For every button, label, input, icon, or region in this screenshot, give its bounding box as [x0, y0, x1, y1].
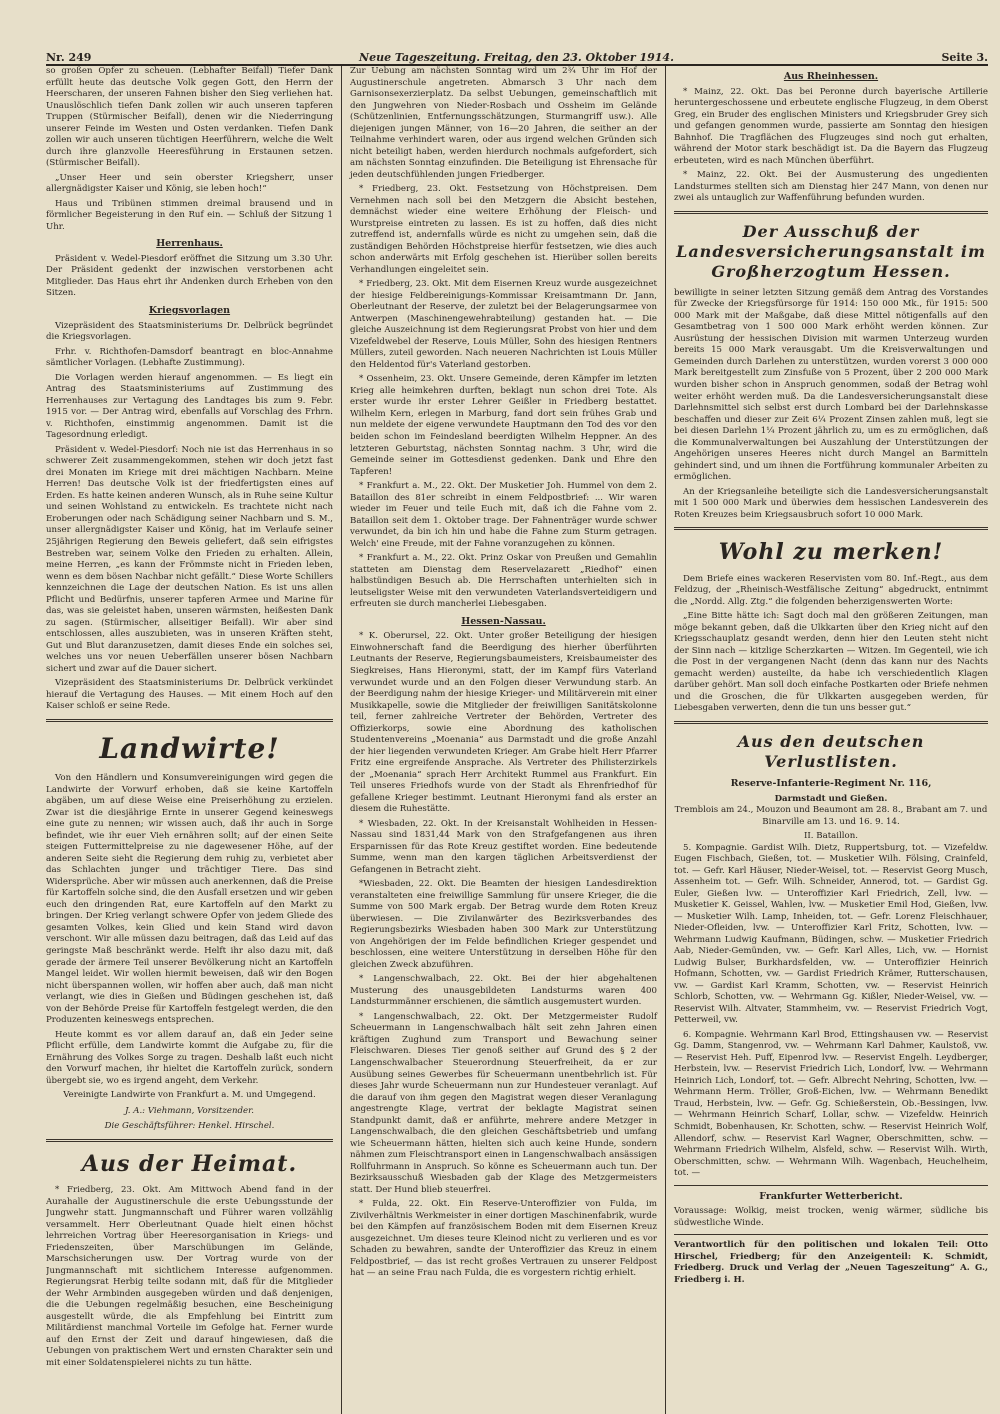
section-heading-herrenhaus: Herrenhaus.: [156, 238, 223, 250]
paragraph: Vizepräsident des Staatsministeriums Dr. Delbrück begründet die Kriegsvorlagen.: [46, 320, 333, 343]
paragraph: Die Vorlagen werden hierauf angenommen. — Es liegt ein Antrag des Staatsministeriums auf Zustimmung des Herrenhauses zur Vertagung des Landtages bis zum 9. Febr. 1915 vor. — Der Antrag wird, ebenfalls auf Vorschlag des Frhrn. v. Richthofen, einstimmig angenommen. Damit ist die Tagesordnung erledigt.: [46, 372, 333, 441]
section-heading-hessen-nassau: Hessen-Nassau.: [461, 615, 546, 627]
divider: [674, 721, 988, 724]
paragraph: Zur Uebung am nächsten Sonntag wird um 2¾ Uhr im Hof der Augustinerschule angetreten. Abmarsch 3 Uhr nach dem Garnisonsexerzierplatz. Da selbst Uebungen, gemeinschaftlich mit den Jungwehren von Nieder-Rosbach und Ossheim im Gelände (Schützenlinien, Entfernungsschätzungen, Sturmangriff usw.). Alle diejenigen jungen Männer, von 16—20 Jahren, die seither an der Teilnahme verhindert waren, oder aus irgend welchen Gründen sich nicht beteiligt haben, werden hierdurch nochmals aufgefordert, sich am nächsten Sonntag einzufinden. Die Beteiligung ist Ehrensache für jeden deutschfühlenden jungen Friedberger.: [350, 66, 657, 180]
divider: [674, 527, 988, 530]
paragraph: * Fulda, 22. Okt. Ein Reserve-Unteroffizier von Fulda, im Zivilverhältnis Werkmeister in einer dortigen Maschinenfabrik, wurde bei den Kämpfen auf französischem Boden mit dem Eisernen Kreuz ausgezeichnet. Um dieses teure Kleinod nicht zu verlieren und es vor Schaden zu bewahren, sandte der Unteroffizier das Kreuz in einem Feldpostbrief, — das ist recht großes Vertrauen zu unserer Feldpost hat — an seine Frau nach Fulda, die es vorgestern richtig erhielt.: [350, 1199, 657, 1279]
paragraph: Frhr. v. Richthofen-Damsdorf beantragt en bloc-Annahme sämtlicher Vorlagen. (Lebhafte Zustimmung).: [46, 346, 333, 369]
imprint: Verantwortlich für den politischen und lokalen Teil: Otto Hirschel, Friedberg; für den Anzeigenteil: K. Schmidt, Friedberg. Druck und Verlag der „Neuen Tageszeitung“ A. G., Friedberg i. H.: [674, 1240, 988, 1285]
paragraph: * Mainz, 22. Okt. Das bei Peronne durch bayerische Artillerie heruntergeschossene und erbeutete englische Flugzeug, in dem Oberst Greg, ein Bruder des englischen Ministers und Kriegsbruder Grey sich und gefangen genommen wurde, passierte am Sonntag den hiesigen Bahnhof. Die Tragflächen des Flugzeuges sind noch gut erhalten, während der Motor stark beschädigt ist. Da die Bayern das Flugzeug erbeuteten, wird es nach München überführt.: [674, 86, 988, 166]
weather-forecast: Voraussage: Wolkig, meist trocken, wenig wärmer, südliche bis südwestliche Winde.: [674, 1206, 988, 1228]
battle-places: Tremblois am 24., Mouzon und Beaumont am 28. 8., Brabant am 7. und Binarville am 13. und 16. 9. 14.: [674, 805, 988, 827]
paragraph: Präsident v. Wedel-Piesdorf eröffnet die Sitzung um 3.30 Uhr. Der Präsident gedenkt der inzwischen verstorbenen acht Mitglieder. Das Haus ehrt ihr Andenken durch Erheben von den Sitzen.: [46, 253, 333, 299]
headline-landwirte: Landwirte!: [99, 731, 280, 765]
paragraph: * Friedberg, 23. Okt. Mit dem Eisernen Kreuz wurde ausgezeichnet der hiesige Feldbereinigungs-Kommissar Kreisamtmann Dr. Jann, Oberleutnant der Reserve, der zuletzt bei der Belagerungsarmee von Antwerpen (Maschinengewehrabteilung) gestanden hat. — Die gleiche Auszeichnung ist dem Regierungsrat Probst von hier und dem Vizefeldwebel der Reserve, Louis Müller, Sohn des hiesigen Rentners Müllers, zuteil geworden. Nach neueren Nachrichten ist Louis Müller den Heldentod für's Vaterland gestorben.: [350, 279, 657, 370]
headline-landesversicherung: Der Ausschuß der Landesversicherungsanstalt im Großherzogtum Hessen.: [676, 221, 986, 281]
signature: Die Geschäftsführer: Henkel. Hirschel.: [104, 1121, 275, 1132]
paragraph: bewilligte in seiner letzten Sitzung gemäß dem Antrag des Vorstandes für Zwecke der Kriegsfürsorge für 1914: 150 000 Mk., für 1915: 500 000 Mark mit der Maßgabe, daß diese Mittel nötigenfalls auf den Gesamtbetrag von 1 500 000 Mark erhöht werden können. Zur Ausrüstung der hessischen Division mit warmen Unterzeug wurden bereits 15 000 Mark verausgabt. Um die Kreisverwaltungen und Gemeinden durch Darlehen zu unterstützen, wurden vorerst 3 000 000 Mark bereitgestellt zum Zinsfuße von 5 Prozent, über 2 200 000 Mark wurden bisher schon in Anspruch genommen, sodaß der Betrag wohl weiter erhöht werden muß. Da die Landesversicherungsanstalt diese Darlehnsmittel sich selbst erst durch Lombard bei der Darlehnskasse beschaffen und dieser zur Zeit 6¼ Prozent Zinsen zahlen muß, legt sie bei diesen Darlehn 1¼ Prozent jährlich zu, um es zu ermöglichen, daß die Kommunalverwaltungen bei Auszahlung der Unterstützungen der Angehörigen unseres Heeres nicht durch Mangel an Barmitteln gehindert sind, und um ihnen die Fortführung kommunaler Arbeiten zu ermöglichen.: [674, 287, 988, 483]
paragraph: * Langenschwalbach, 22. Okt. Der Metzgermeister Rudolf Scheuermann in Langenschwalbach hält seit zehn Jahren einen kräftigen Zughund zum Transport und Bewachung seiner Fleischwaren. Dieses Tier genoß seither auf Grund des § 2 der Langenschwalbacher Steuerordnung Steuerfreiheit, da er zur Ausübung seines Gewerbes für Scheuermann unentbehrlich ist. Für dieses Jahr wurde Scheuermann nun zur Hundesteuer veranlagt. Auf die darauf von ihm gegen den Magistrat wegen dieser Veranlagung angestrengte Klage, vertrat der beklagte Magistrat seinen Standpunkt damit, daß er anführte, mehrere andere Metzger in Langenschwalbach, die den gleichen Geschäftsbetrieb und umfang wie Scheuermann hätten, hielten sich auch keine Hunde, sondern nähmen zum Fleischtransport einen in Langenschwalbach ansässigen Rollfuhrmann in Anspruch. So könne es Scheuermann auch tun. Der Bezirksausschuß Wiesbaden gab der Klage des Metzgermeisters statt. Der Hund blieb steuerfrei.: [350, 1011, 657, 1195]
paragraph: * Mainz, 22. Okt. Bei der Ausmusterung des ungedienten Landsturmes stellten sich am Dienstag hier 247 Mann, von denen nur zwei als untauglich zur Waffenführung befunden wurden.: [674, 170, 988, 204]
paragraph: Vereinigte Landwirte von Frankfurt a. M. und Umgegend.: [63, 1090, 316, 1101]
divider: [674, 1185, 988, 1186]
bataillon-heading: II. Bataillon.: [804, 831, 858, 842]
paragraph: „Eine Bitte hätte ich: Sagt doch mal den größeren Zeitungen, man möge bekannt geben, daß die Ulkkarten über den Krieg nicht auf den Kriegsschauplatz gesandt werden, denn hier den Leuten steht nicht der Sinn nach — kitzlige Scherzkarten — Witzen. Im Gegenteil, wie ich die Post in der vergangenen Nacht (denn das kann nur des Nachts gemacht werden) austeilte, da habe ich verschiedentlich Klagen darüber gehört. Man soll doch einfache Postkarten oder Briefe nehmen und die Groschen, die für Ulkkarten ausgegeben werden, für Liebesgaben verwerten, denn die tun uns besser gut.“: [674, 611, 988, 714]
headline-wohl-zu-merken: Wohl zu merken!: [718, 539, 944, 566]
paragraph: Haus und Tribünen stimmen dreimal brausend und in förmlicher Begeisterung in den Ruf ein. — Schluß der Sitzung 1 Uhr.: [46, 198, 333, 232]
column-2: [342, 66, 666, 1414]
paragraph: An der Kriegsanleihe beteiligte sich die Landesversicherungsanstalt mit 1 500 000 Mark und überwies dem hessischen Landesverein des Roten Kreuzes beim Kriegsausbruch sofort 10 000 Mark.: [674, 486, 988, 520]
paragraph: Präsident v. Wedel-Piesdorf: Noch nie ist das Herrenhaus in so schwerer Zeit zusammengekommen, stehen wir doch jetzt fast drei Monaten im Kriege mit drei mächtigen Nachbarn. Meine Herren! Das deutsche Volk ist der friedfertigsten eines auf Erden. Es hatte keinen anderen Wunsch, als in Ruhe seine Kultur und seinen Wohlstand zu entwickeln. Es trachtete nicht nach Eroberungen oder nach Schädigung seiner Nachbarn und S. M., unser allergnädigster Kaiser und König, hat im Verlaufe seiner 25jährigen Regierung den Beweis geliefert, daß sein eifrigstes Bestreben war, seinem Volke den Frieden zu erhalten. Allein, meine Herren, „es kann der Frömmste nicht in Frieden leben, wenn es dem bösen Nachbar nicht gefällt.“ Diese Worte Schillers kennzeichnen die Lage der deutschen Nation. Es ist uns allen Pflicht und Bedürfnis, unserer tapferen Armee und Marine für das, was sie geleistet haben, unseren wärmsten, heißesten Dank zu sagen. (Stürmischer, allseitiger Beifall). Wir aber sind entschlossen, alles auszubieten, was in unseren Kräften steht, Gut und Blut daranzusetzen, damit dieses Ende ein solches sei, welches uns vor neuen Ueberfällen unserer bösen Nachbarn sichert und zwar auf die Dauer sichert.: [46, 444, 333, 674]
headline-verlustlisten: Aus den deutschen Verlustlisten.: [737, 731, 925, 771]
column-1: [46, 66, 342, 1414]
headline-heimat: Aus der Heimat.: [81, 1150, 298, 1177]
paragraph: Dem Briefe eines wackeren Reservisten vom 80. Inf.-Regt., aus dem Feldzug, der „Rheinisch-Westfälische Zeitung“ abgedruckt, entnimmt die „Nordd. Allg. Ztg.“ die folgenden beherzigenswerten Worte:: [674, 573, 988, 607]
paragraph: * Wiesbaden, 22. Okt. In der Kreisanstalt Wohlheiden in Hessen-Nassau sind 1831,44 Mark von den Strafgefangenen aus ihren Ersparnissen für das Rote Kreuz gestiftet worden. Eine bedeutende Summe, wenn man den kargen täglichen Arbeitsverdienst der Gefangenen in Betracht zieht.: [350, 818, 657, 875]
weather-heading: Frankfurter Wetterbericht.: [759, 1190, 903, 1202]
page-number: Seite 3.: [941, 51, 988, 64]
paragraph: * Langenschwalbach, 22. Okt. Bei der hier abgehaltenen Musterung des unausgebildeten Landsturms waren 400 Landsturmmänner erschienen, die sämtlich ausgemustert wurden.: [350, 974, 657, 1008]
paragraph: Vizepräsident des Staatsministeriums Dr. Delbrück verkündet hierauf die Vertagung des Hauses. — Mit einem Hoch auf den Kaiser schloß er seine Rede.: [46, 678, 333, 712]
paragraph: * Frankfurt a. M., 22. Okt. Prinz Oskar von Preußen und Gemahlin statteten am Dienstag dem Reservelazarett „Riedhof“ einen halbstündigen Besuch ab. Die Herrschaften unterhielten sich in leutseligster Weise mit den verwundeten Vaterlandsverteidigern und erfreuten sie durch mancherlei Liebesgaben.: [350, 553, 657, 610]
casualty-list: 6. Kompagnie. Wehrmann Karl Brod, Ettingshausen vw. — Reservist Gg. Damm, Stangenrod, vw. — Wehrmann Karl Dahmer, Kaulstoß, vw. — Reservist Heh. Puff, Eipenrod lvw. — Reservist Engelh. Leydberger, Herbstein, lvw. — Reservist Friedrich Lich, Londorf, lvw. — Wehrmann Heinrich Lich, Londorf, tot. — Gefr. Albrecht Nehring, Schotten, lvw. — Wehrmann Herm. Tröller, Groß-Eichen, lvw. — Wehrmann Benedikt Traud, Herbstein, lvw. — Gefr. Gg. Schießerstein, Ob.-Bessingen, lvw. — Wehrmann Heinrich Scharf, Lollar, schw. — Vizefeldw. Heinrich Schmidt, Bobenhausen, Kr. Schotten, schw. — Reservist Heinrich Wolf, Allendorf, schw. — Reservist Karl Wagner, Oberschmitten, schw. — Wehrmann Friedrich Wilhelm, Alsfeld, schw. — Reservist Wilh. Wirth, Oberschmitten, schw. — Wehrmann Wilh. Wagenbach, Heuchelheim, tot. —: [674, 1029, 988, 1179]
paragraph: so großen Opfer zu scheuen. (Lebhafter Beifall) Tiefer Dank erfüllt heute das deutsche Volk gegen Gott, den Herrn der Heerscharen, der unseren Fahnen bisher den Sieg verliehen hat. Unauslöschlich tiefen Dank zollen wir auch unseren tapferen Truppen (Stürmischer Beifall), denen wir die Niederringung unserer Feinde im Westen und Osten verdanken. Tiefen Dank zollen wir auch unseren tüchtigen Heerführern, welche die Welt durch ihre glanzvolle Heeresführung in Erstaunen setzen. (Stürmischer Beifall).: [46, 66, 333, 169]
paragraph: * Ossenheim, 23. Okt. Unsere Gemeinde, deren Kämpfer im letzten Krieg alle heimkehren durften, beklagt nun schon drei Tote. Als erster wurde ihr erster Lehrer Geißler in Friedberg bestattet. Wilhelm Kern, erlegen in Marburg, fand dort sein frühes Grab und nun meldete der eigene verwundete Hauptmann den Tod des vor den beiden schon im Feindesland beerdigten Wilhelm Heppner. An des letzteren Geburtstag, nächsten Sonntag nachm. 3 Uhr, wird die Gemeinde seiner im Gottesdienst gedenken. Dank und Ehre den Tapferen!: [350, 374, 657, 477]
regiment-heading: Reserve-Infanterie-Regiment Nr. 116,: [730, 777, 932, 789]
paragraph: Von den Händlern und Konsumvereinigungen wird gegen die Landwirte der Vorwurf erhoben, daß sie keine Kartoffeln abgäben, um auf diese Weise eine Preiserhöhung zu erzielen. Zwar ist die diesjährige Ernte in unserer Gegend keineswegs eine gute zu nennen; wir wissen auch, daß ihr auch in Sorge befindet, wie ihr euer Vieh ernähren sollt; auf der einen Seite steigen Futtermittelpreise zu nie dagewesener Höhe, auf der anderen Seite sieht die Regierung dem ruhig zu, verbietet aber das Schlachten junger und trächtiger Tiere. Das sind Widersprüche. Aber wir müssen auch anerkennen, daß die Preise für Kartoffeln solche sind, die den Ausfall ersetzen und wir geben euch den dringenden Rat, eure Kartoffeln auf den Markt zu bringen. Der Krieg verlangt schwere Opfer von jedem Gliede des gesamten Volkes, kein Glied und kein Stand wird davon verschont. Wir alle müssen dazu beitragen, daß das Leid auf das geringste Maß beschränkt werde. Helft ihr also dazu mit, daß gerade der ärmere Teil unserer Bevölkerung nicht an Kartoffeln Mangel leidet. Wir wollen hiermit beweisen, daß wir den Bogen nicht überspannen wollen, wir hoffen aber auch, daß man nicht verlangt, wie dies in Gießen und Büdingen geschehen ist, daß von der Behörde Preise für Kartoffeln festgelegt werden, die den Produzenten keineswegs entsprechen.: [46, 773, 333, 1026]
paragraph: * Friedberg, 23. Okt. Festsetzung von Höchstpreisen. Dem Vernehmen nach soll bei den Metzgern die Absicht bestehen, demnächst wieder eine weitere Erhöhung der Fleisch- und Wurstpreise eintreten zu lassen. Es ist zu hoffen, daß dies nicht zutreffend ist, andernfalls würde es nicht zu umgehen sein, daß die zuständigen Behörden Höchstpreise hierfür festsetzen, wie dies auch schon anderwärts mit Erfolg geschehen ist. Hierüber sollen bereits Verhandlungen eingeleitet sein.: [350, 184, 657, 275]
masthead: [46, 42, 988, 66]
paragraph: Heute kommt es vor allem darauf an, daß ein Jeder seine Pflicht erfülle, dem Landwirte kommt die Aufgabe zu, für die Ernährung des Volkes Sorge zu tragen. Deshalb laßt euch nicht den Vorwurf machen, ihr hieltet die Kartoffeln zurück, sondern übergebt sie, wo es irgend angeht, dem Verkehr.: [46, 1029, 333, 1086]
issue-number: Nr. 249: [46, 51, 92, 64]
paragraph: * K. Oberursel, 22. Okt. Unter großer Beteiligung der hiesigen Einwohnerschaft fand die Beerdigung des hierher überführten Leutnants der Reserve, Regierungsbaumeisters, Kreisbaumeister des Siegkreises, Hans Hieronymi, statt, der im Kampf fürs Vaterland verwundet wurde und an den Folgen dieser Verwundung starb. An der Beerdigung nahm der hiesige Krieger- und Militärverein mit einer Musikkapelle, sowie die Mitglieder der freiwilligen Sanitätskolonne teil, ferner zahlreiche Vertreter der Behörden, Vertreter des Offizierkorps, sowie eine Abordnung des katholischen Studentenvereins „Moenania“ aus Darmstadt und die große Anzahl der hier liegenden verwundeten Krieger. Am Grabe hielt Herr Pfarrer Fritz eine ergreifende Ansprache. Als Vertreter des Philisterzirkels der „Moenania“ sprach Herr Architekt Rummel aus Frankfurt. Ein Teil unseres Friedhofs wurde von der Stadt als Ehrenfriedhof für gefallene Krieger bestimmt. Leutnant Hieronymi fand als erster an diesem die Ruhestätte.: [350, 631, 657, 815]
paragraph: *Wiesbaden, 22. Okt. Die Beamten der hiesigen Landesdirektion veranstalteten eine freiwillige Sammlung für unsere Krieger, die die Summe von 500 Mark ergab. Der Betrag wurde dem Roten Kreuz überwiesen. — Die Zivilanwärter des Bezirksverbandes des Regierungsbezirks Wiesbaden haben 300 Mark zur Unterstützung von Angehörigen der im Felde befindlichen Krieger gespendet und beschlossen, eine weitere Unterstützung in derselben Höhe für den gleichen Zweck abzuführen.: [350, 879, 657, 970]
divider: [674, 211, 988, 214]
paragraph: „Unser Heer und sein oberster Kriegsherr, unser allergnädigster Kaiser und König, sie leben hoch!“: [46, 172, 333, 195]
divider: [46, 719, 333, 722]
columns: [46, 66, 988, 1414]
section-heading-rheinhessen: Aus Rheinhessen.: [783, 71, 879, 82]
paragraph: * Frankfurt a. M., 22. Okt. Der Musketier Joh. Hummel von dem 2. Bataillon des 81er schreibt in einem Feldpostbrief: ... Wir waren wieder im Feuer und teile Euch mit, daß ich die Fahne vom 2. Bataillon seit dem 1. Oktober trage. Der Fahnenträger wurde schwer verwundet, da bin ich hin und habe die Fahne zum Sturm getragen. Welch' eine Freude, mit der Fahne voranzugehen zu können.: [350, 481, 657, 549]
signature: J. A.: Viehmann, Vorsitzender.: [125, 1105, 254, 1116]
column-3: [666, 66, 988, 1414]
casualty-list: 5. Kompagnie. Gardist Wilh. Dietz, Ruppertsburg, tot. — Vizefeldw. Eugen Fischbach, Gießen, tot. — Musketier Wilh. Fölsing, Crainfeld, tot. — Gefr. Karl Häuser, Nieder-Weisel, tot. — Reservist Georg Musch, Assenheim tot. — Gefr. Wilh. Schneider, Annerod, tot. — Gardist Gg. Euler, Gießen lvw. — Unteroffizier Karl Friedrich, Zell, lvw. — Musketier K. Geissel, Wahlen, lvw. — Musketier Emil Hod, Gießen, lvw. — Musketier Wilh. Lamp, Inheiden, tot. — Gefr. Lorenz Fleischhauer, Nieder-Ofleiden, lvw. — Unteroffizier Karl Fritz, Schotten, lvw. — Wehrmann Ludwig Kaufmann, Büdingen, schw. — Musketier Friedrich Aab, Nieder-Gemünden, vw. — Gefr. Karl Alles, Lich, vw. — Hornist Ludwig Bulser, Burkhardsfelden, vw. — Unteroffizier Heinrich Hofmann, Schotten, vw. — Gardist Friedrich Krämer, Rutterschausen, vw. — Gardist Karl Kramm, Schotten, vw. — Reservist Heinrich Schlorb, Schotten, vw. — Wehrmann Gg. Kißler, Nieder-Weisel, vw. — Reservist Wilh. Altvater, Stammheim, vw. — Reservist Friedrich Vogt, Petterweil, vw.: [674, 842, 988, 1026]
divider: [674, 1234, 988, 1235]
paragraph: * Friedberg, 23. Okt. Am Mittwoch Abend fand in der Aurahalle der Augustinerschule die erste Uebungsstunde der Jungwehr statt. Jungmannschaft und Führer waren vollzählig versammelt. Herr Oberleutnant Quade hielt einen höchst lehrreichen Vortrag über Heeresorganisation in Kriegs- und Friedenszeiten, über Marschübungen im Gelände, Marschsicherungen usw. Der Vortrag wurde von der Jungmannschaft mit sichtlichem Interesse aufgenommen. Regierungsrat Herbig teilte sodann mit, daß für die Mitglieder der Wehr Armbinden ausgegeben würden und daß denjenigen, die die Uebungen regelmäßig besuchen, eine Bescheinigung ausgestellt würde, die als Empfehlung bei Eintritt zum Militärdienst manchmal Vorteile im Gefolge hat. Ferner wurde auf den Ernst der Zeit und darauf hingewiesen, daß die Uebungen von praktischem Wert und ernsten Charakter sein und mit einer Soldatenspielerei nichts zu tun hätte.: [46, 1185, 333, 1368]
section-heading-kriegsvorlagen: Kriegsvorlagen: [148, 305, 231, 316]
regiment-location: Darmstadt und Gießen.: [774, 793, 888, 804]
newspaper-title-date: Neue Tageszeitung. Freitag, den 23. Oktober 1914.: [359, 51, 674, 64]
divider: [46, 1139, 333, 1142]
